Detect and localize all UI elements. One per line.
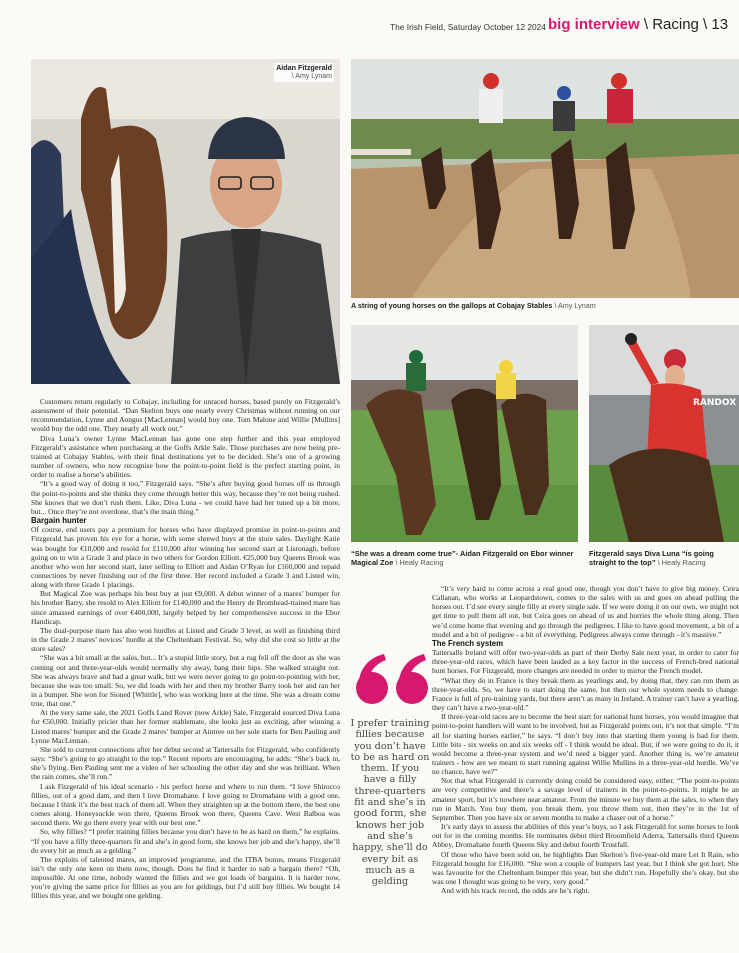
section-sub: \ Racing \ 13	[643, 16, 729, 33]
section-main: big interview	[548, 16, 640, 33]
article-column-left	[31, 397, 340, 901]
portrait-photo	[31, 59, 340, 384]
portrait-caption-credit: \ Amy Lynam	[291, 72, 332, 80]
jockey-caption	[589, 549, 739, 568]
col2-para-4: If three-year-old races are to become the best start for national hunt horses, you would imagine that point-to-point handlers will want to be involved, but as Fitzgerald points out, it’s not that simple. “I’m all for starting horses earlier,” he says. “I don’t buy into that starting them young is bad for them. Little bits - six weeks on and six weeks off - I think would be ideal. But, if we were going to do it, it would become a three-year system and we’d need a bigger yard. Another thing is, we’re amateur trainers - how are we meant to start running against Willie Mullins in a three-year-old hurdle. We’ve no chance, have we?”	[432, 712, 739, 777]
portrait-caption-name: Aidan Fitzgerald	[276, 63, 332, 72]
col1-para-7: “She was a bit small at the sales, but... It’s a stupid little story, but a rug fell off the door as she was coming out and three-year-olds would normally shy away, bang their hips. She walked straight out. She was always brave and had a great walk, but we were never going to go point-to-pointing with her, because she was too small. So, we did loads with her and then my brother Barry took her and ran her in a bumper. She won for Sioned [Whittle], who was working here at the time. She was a dream come true, that one.”	[31, 653, 340, 709]
article-column-right	[432, 584, 739, 895]
col1-para-12: The exploits of talented mares, an improved programme, and the ITBA bonus, means Fitzgerald isn’t the only one keen on them now, though. Does he find it harder to nab a bargain there? “Oh, impossible. At one time, nobody wanted the fillies and we got loads of bargains. It is harder now, you’re giving the same price for fillies as you are for geldings, but I’d still buy fillies. We bought 14 fillies this year, and we bought one gelding.	[31, 854, 340, 901]
race-caption	[351, 549, 578, 568]
portrait-photo-image	[31, 59, 340, 384]
publication-line: The Irish Field, Saturday October 12 2024	[390, 22, 546, 32]
col1-para-8: At the very same sale, the 2021 Goffs Land Rover (now Arkle) Sale, Fitzgerald sourced Diva Luna for €50,000. Initially pricier than her former stablemate, she looks just as exciting, after winning a Listed mares’ bumper and the Grade 2 mares’ bumper at Aintree on her sole starts for Ben Pauling and Lynne MacLennan.	[31, 708, 340, 745]
subhead-french-system: The French system	[432, 638, 504, 648]
race-caption-text: “She was a dream come true”- Aidan Fitzgerald on Ebor winner Magical Zoe	[351, 549, 574, 568]
col2-para-3: “What they do in France is they break them as yearlings and, by doing that, they can run them as three-year-olds. So, we have to start doing the same, but then our whole system needs to change. France is full of pre-training yards, but there aren’t as many in Ireland. A trainer can’t have a yearling, they can’t have a two-year-old.”	[432, 675, 739, 713]
race-photo	[351, 325, 578, 542]
gallops-photo	[351, 59, 739, 298]
gallops-caption-credit: \ Amy Lynam	[554, 301, 596, 310]
jockey-saddle-text: RANDOX	[693, 398, 737, 408]
col2-para-2: Tattersalls Ireland will offer two-year-olds as part of their Derby Sale next year, in order to cater for three-year-old races, which have been lauded as a key factor in the success of French-bred national hunt horses. For Fitzgerald, more changes are needed in order to mirror the French model.	[432, 648, 739, 676]
gallops-photo-image	[351, 59, 739, 298]
col2-para-8: And with his track record, the odds are he’s right.	[441, 886, 590, 896]
col1-para-6: The dual-purpose mare has also won hurdles at Listed and Grade 3 level, as well as finishing third in the Grade 2 mares’ novices’ hurdle at the Cheltenham Festival. So, why did she cost so little at the store sales?	[31, 625, 340, 654]
portrait-caption	[274, 63, 334, 82]
col1-para-2: Diva Luna’s owner Lynne MacLennan has gone one step further and this year employed Fitzgerald’s assistance when purchasing at the Goffs Arkle Sale. Those purchases are now being pre-trained at Cobajay Stables, with their final destinations yet to be decided. She’s one of a growing number of owners, who now recognise how the point-to-point field is the perfect starting point, in order to realise a horse’s abilities.	[31, 433, 340, 480]
gallops-caption	[351, 301, 739, 310]
page-header	[390, 14, 739, 38]
quote-marks-icon	[350, 650, 440, 710]
col2-para-5: Not that what Fitzgerald is currently doing could be considered easy, either. “The point-to-points are very competitive and there’s a savage level of trainers in the point-to-points. It might be an amateur sport, but it’s nowhere near amateur. From the minute we buy them at the sales, to when they run in March. You buy them, you break them, you throw them out, then they’re in the 1st of September. Then you have six or seven months to make a chaser out of a horse.”	[432, 776, 739, 822]
jockey-photo	[589, 325, 739, 542]
col1-para-10: I ask Fitzgerald of his ideal scenario - his perfect horse and where to run them. “I love Shirocco fillies, out of a good dam, and then I love Dromahane. I love going to Dromahane with a good one, because I think it’s the best track of them all. When they straighten up at the bottom there, the best one comes along. Honeysuckle won there, Queens Brook won there, Queens Cave. West Balboa was second there. We go there every year with our best one.”	[31, 781, 340, 828]
col2-para-6: It’s early days to assess the abilities of this year’s buys, so I ask Fitzgerald for some horses to look out for in the coming months. He nominates debut third Broomfield Aderra, Tattersalls third Queens Abbey, Dromahane fourth Queens Sky and debut fourth Trustfall.	[432, 822, 739, 850]
pull-quote: I prefer training fillies because you don’t have to be as hard on them. If you have a filly three-quarters fit and she’s in good form, she knows her job and she’s happy, she’ll do every bit as much as a gelding	[350, 718, 430, 888]
subhead-bargain-hunter: Bargain hunter	[31, 516, 87, 526]
col1-para-1: Customers return regularly to Cobajay, including for unraced horses, based purely on Fitzgerald’s assessment of their potential. “Dan Skelton buys one nearly every Christmas without running on our recommendation, Lynne and Aongus [MacLennan] would buy one. Tom Malone and Willie [Mullins] would buy the odd one. They nearly all work out.”	[31, 397, 340, 434]
section-title	[548, 16, 728, 33]
col2-para-7: Of those who have been sold on, he highlights Dan Skelton’s five-year-old mare Let It Rain, who Fitzgerald bought for £16,000. “She won a couple of bumpers last year, but I think she got hurt. She was favourite for the Cheltenham bumper this year, but she didn’t run. Hopefully she’s okay, but she was one I thought was going to be very, very good.”	[432, 849, 739, 886]
col1-para-4: Of course, end users pay a premium for horses who have displayed promise in point-to-points and Fitzgerald has proven his eye for a horse, with some shrewd buys at the store sales. Daylight Katie was bought for €10,000 and resold for £110,000 after winning her second start at Lisronagh, before going on to win a Grade 3 and place in two others for Gordon Elliott. €25,000 buy Queens Brook was another who won her second start, later selling to Elliott and Aidan O’Ryan for £160,000 and repaid connections by never finishing out of the first three. Her record included a Grade 3 and Listed win, along with three Grade 1 placings.	[31, 525, 340, 590]
race-caption-credit: \ Healy Racing	[395, 558, 444, 568]
col1-para-11: So, why fillies? “I prefer training fillies because you don’t have to be as hard on them,” he explains. “If you have a filly three-quarters fit and she’s in good form, she knows her job and she’s happy, she’ll do every bit as much as a gelding.”	[31, 827, 340, 855]
jockey-photo-image	[589, 325, 739, 542]
col1-para-3: “It’s a good way of doing it too,” Fitzgerald says. “She’s after buying good horses off us through the point-to-points and she thinks they come through better this way, because they’re not being rushed. She knows that we don’t rush them. Like, Diva Luna - we could have had her tuned up a bit more, but... Once they’re not overdone, that’s the main thing.”	[31, 479, 340, 516]
jockey-caption-credit: \ Healy Racing	[657, 558, 706, 568]
col2-para-1: “It’s very hard to come across a real good one, though you don’t have to give big money. Ceira Callanan, who works at Leopardstown, comes to the sales with us and goes on ahead pulling the horses out. I’d see every single filly at every single sale. If we were doing it on our own, we might not get time to pull them all out, but Ceira goes on ahead of us and hurries the whole thing along. Then we’d come home that evening and go through the pedigrees. I like to have good movement, a bit of a model and a bit of pedigree - a bit of everything. Pedigrees always come through - it’s massive.”	[432, 584, 739, 639]
jockey-caption-text: Fitzgerald says Diva Luna “is going straight to the top”	[589, 549, 714, 568]
col1-para-5: But Magical Zoe was perhaps his best buy at just €9,000. A debut winner of a mares’ bumper for his brother Barry, she resold to Alex Elliott for £140,000 and the Henry de Bromhead-trained mare has since amassed earnings of over €400,000, largely helped by her comprehensive success in the Ebor Handicap.	[31, 589, 340, 626]
race-photo-image	[351, 325, 578, 542]
col1-para-9: She sold to current connections after her debut second at Tattersalls for Fitzgerald, who confidently says: “She’s going to go straight to the top.” Recent reports are encouraging, he adds: “She’s back in, she’s flying. Ben Pauling sent me a video of her schooling the other day and she was brilliant. When the rain comes, she’ll run.”	[31, 744, 340, 782]
gallops-caption-text: A string of young horses on the gallops at Cobajay Stables	[351, 301, 553, 310]
